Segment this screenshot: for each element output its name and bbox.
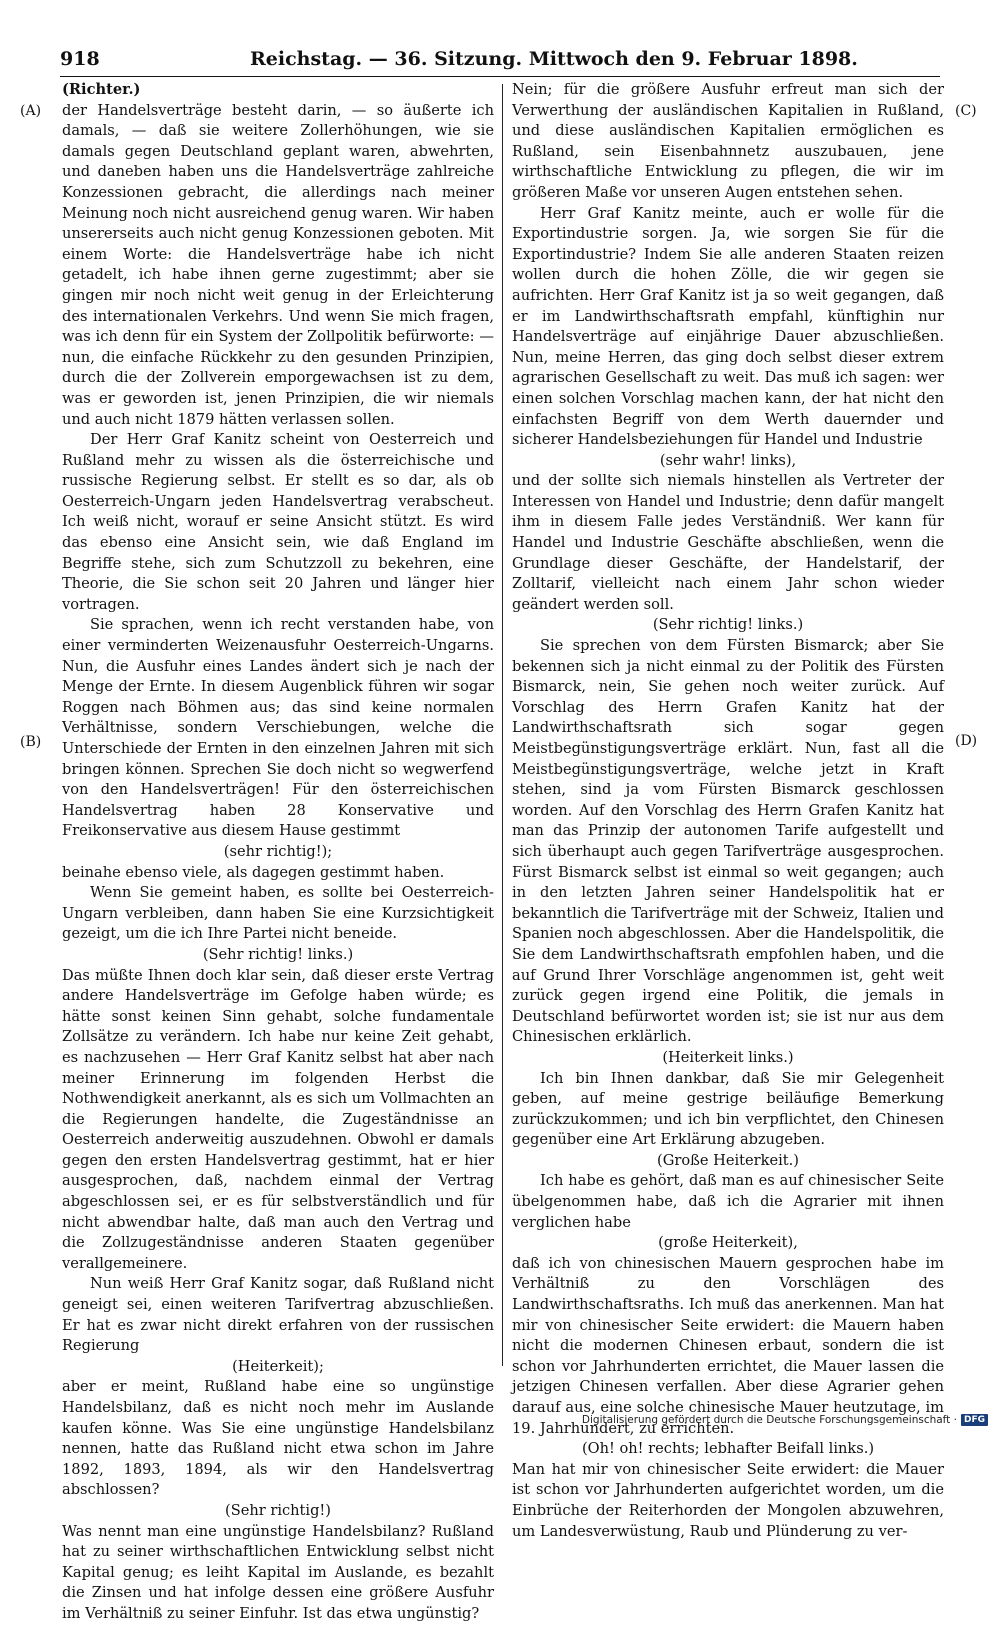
paragraph: Herr Graf Kanitz meinte, auch er wolle für die Exportindustrie sorgen. Ja, wie sorgen Sie für die Exportindustrie? Indem Sie alle anderen Staaten reizen wollen durch die hohen Zölle, die wir gegen sie aufrichten. Herr Graf Kanitz ist ja so weit gegangen, daß er im Landwirthschaftsrath empfahl, künftighin nur Handelsverträge auf einjährige Dauer abzuschließen. Nun, meine Herren, das ging doch selbst dieser extrem agrarischen Gesellschaft zu weit. Das muß ich sagen: wer einen solchen Vorschlag machen kann, der hat nicht den einfachsten Begriff von dem Werth dauernder und sicherer Handelsbeziehungen für Handel und Industrie bbox=[512, 204, 944, 449]
paragraph: Nein; für die größere Ausfuhr erfreut man sich der Verwerthung der ausländischen Kapitalien in Rußland, und diese ausländischen Kapitalien ermöglichen es Rußland, sein Eisenbahnnetz auszubauen, jene wirthschaftliche Entwicklung zu pflegen, die wir im größeren Maße vor unseren Augen entstehen sehen. bbox=[512, 81, 944, 201]
margin-marker-d: (D) bbox=[955, 733, 978, 749]
paragraph: daß ich von chinesischen Mauern gesprochen habe im Verhältniß zu den Vorschlägen des Landwirthschaftsraths. Ich muß das anerkennen. Man hat mir von chinesischer Seite erwidert: die Mauern haben nicht die modernen Chinesen erbaut, sondern die ist schon vor Jahrhunderten errichtet, die Mauer lassen die jetzigen Chinesen verfallen. Aber diese Agrarier gehen darauf aus, eine solche chinesische Mauer heutzutage, im 19. Jahrhundert, zu errichten. bbox=[512, 1254, 944, 1437]
footer-credit-text: Digitalisierung gefördert durch die Deutsche Forschungsgemeinschaft · bbox=[581, 1414, 957, 1426]
margin-marker-b: (B) bbox=[20, 734, 42, 750]
interjection: (sehr wahr! links), bbox=[659, 451, 797, 469]
interjection: (Sehr richtig! links.) bbox=[202, 945, 354, 963]
paragraph: Nun weiß Herr Graf Kanitz sogar, daß Rußland nicht geneigt sei, einen weiteren Tarifvertrag abzuschließen. Er hat es zwar nicht direkt erfahren von der russischen Regierung bbox=[62, 1275, 494, 1355]
interjection: (Sehr richtig!) bbox=[225, 1501, 331, 1519]
page-number: 918 bbox=[60, 48, 100, 70]
paragraph: Man hat mir von chinesischer Seite erwidert: die Mauer ist schon vor Jahrhunderten aufgerichtet worden, um die Einbrüche der Reiterhorden der Mongolen abzuwehren, um Landesverwüstung, Raub und Plünderung zu ver- bbox=[512, 1460, 944, 1540]
footer-credit bbox=[582, 1413, 988, 1427]
paragraph: und der sollte sich niemals hinstellen als Vertreter der Interessen von Handel und Industrie; denn dafür mangelt ihm in diesem Falle jedes Verständniß. Wer kann für Handel und Industrie Geschäfte abschließen, wenn die Grundlage dieser Geschäfte, der Handelstarif, der Zolltarif, vielleicht nach einem Jahr schon wieder geändert werden soll. bbox=[512, 472, 944, 613]
paragraph: Sie sprachen, wenn ich recht verstanden habe, von einer verminderten Weizenausfuhr Oesterreich-Ungarns. Nun, die Ausfuhr eines Landes ändert sich je nach der Menge der Ernte. In diesem Augenblick führen wir sogar Roggen nach Böhmen aus; das sind keine normalen Verhältnisse, sondern Verschiebungen, welche die Unterschiede der Ernten in den einzelnen Jahren mit sich bringen können. Sprechen Sie doch nicht so wegwerfend von den Handelsverträgen! Für den österreichischen Handelsvertrag haben 28 Konservative und Freikonservative aus diesem Hause gestimmt bbox=[62, 616, 494, 840]
paragraph: Ich habe es gehört, daß man es auf chinesischer Seite übelgenommen habe, daß ich die Agrarier mit ihnen verglichen habe bbox=[512, 1172, 944, 1231]
left-column bbox=[62, 80, 494, 1622]
paragraph: Sie sprechen von dem Fürsten Bismarck; aber Sie bekennen sich ja nicht einmal zu der Politik des Fürsten Bismarck, nein, Sie gehen noch weiter zurück. Auf Vorschlag des Herrn Grafen Kanitz hat der Landwirthschaftsrath sich sogar gegen Meistbegünstigungsverträge erklärt. Nun, fast all die Meistbegünstigungsverträge, welche jetzt in Kraft stehen, sind ja vom Fürsten Bismarck geschlossen worden. Auf den Vorschlag des Herrn Grafen Kanitz hat man das Prinzip der autonomen Tarife aufgestellt und sich überhaupt auch gegen Tarifverträge ausgesprochen. Fürst Bismarck selbst ist einmal so weit gegangen; auch in den letzten Jahren seiner Handelspolitik hat er bekanntlich die Tarifverträge mit der Schweiz, Italien und Spanien noch abgeschlossen. Aber die Handelspolitik, die Sie dem Landwirthschaftsrath empfohlen haben, und die auf Grund Ihrer Vorschläge angenommen ist, geht weit zurück gegen irgend eine Politik, die jemals in Deutschland befürwortet worden ist; sie ist nur aus dem Chinesischen erklärlich. bbox=[512, 637, 944, 1046]
speaker-label: (Richter.) bbox=[62, 81, 141, 98]
paragraph: Ich bin Ihnen dankbar, daß Sie mir Gelegenheit geben, auf meine gestrige beiläufige Bemerkung zurückzukommen; und ich bin verpflichtet, den Chinesen gegenüber eine Art Erklärung abzugeben. bbox=[512, 1069, 944, 1149]
paragraph: der Handelsverträge besteht darin, — so äußerte ich damals, — daß sie weitere Zollerhöhungen, wie sie damals gegen Deutschland geplant waren, abwehrten, und daneben haben uns die Handelsverträge zahlreiche Konzessionen gebracht, die allerdings nach meiner Meinung noch nicht ausreichend genug waren. Wir haben unsererseits auch nicht genug Konzessionen geboten. Mit einem Worte: die Handelsverträge habe ich nicht getadelt, ich habe ihnen gerne zugestimmt; aber sie gingen mir noch nicht weit genug in der Erleichterung des internationalen Verkehrs. Und wenn Sie mich fragen, was ich denn für ein System der Zollpolitik befürworte: — nun, die einfache Rückkehr zu den gesunden Prinzipien, durch die der Zollverein emporgewachsen ist zu dem, was er geworden ist, jenen Prinzipien, die wir niemals und auch nicht 1879 hätten verlassen sollen. bbox=[62, 101, 494, 428]
interjection: (große Heiterkeit), bbox=[658, 1234, 798, 1252]
margin-marker-c: (C) bbox=[955, 103, 977, 119]
paragraph: Der Herr Graf Kanitz scheint von Oesterreich und Rußland mehr zu wissen als die österreichische und russische Regierung selbst. Er stellt es so dar, als ob Oesterreich-Ungarn jeden Handelsvertrag verabscheut. Ich weiß nicht, worauf er seine Ansicht stützt. Es wird das ebenso eine Ansicht sein, wie daß England im Begriffe stehe, sich zum Schutzzoll zu bekehren, eine Theorie, die Sie schon seit 20 Jahren und länger hier vortragen. bbox=[62, 431, 494, 613]
interjection: (Große Heiterkeit.) bbox=[657, 1151, 799, 1169]
interjection: (sehr richtig!); bbox=[223, 842, 333, 860]
margin-marker-a: (A) bbox=[20, 103, 42, 119]
paragraph: Das müßte Ihnen doch klar sein, daß dieser erste Vertrag andere Handelsverträge im Gefolge haben würde; es hätte sonst keinen Sinn gehabt, solche fundamentale Zollsätze zu verändern. Ich habe nur keine Zeit gehabt, es nachzusehen — Herr Graf Kanitz selbst hat aber nach meiner Erinnerung im folgenden Herbst die Nothwendigkeit anerkannt, als es sich um Vollmachten an die Regierungen handelte, die Zugeständnisse an Oesterreich anderweitig auszudehnen. Obwohl er damals gegen den ersten Handelsvertrag gestimmt, hat er hier ausgesprochen, daß, nachdem einmal der Vertrag abgeschlossen sei, er es für selbstverständlich und für nicht abwendbar halte, daß man auch den Vertrag und die Zollzugeständnisse anderen Staaten gegenüber verallgemeinere. bbox=[62, 966, 494, 1272]
column-divider bbox=[502, 84, 503, 1366]
page-header bbox=[60, 48, 940, 74]
paragraph: beinahe ebenso viele, als dagegen gestimmt haben. bbox=[62, 863, 445, 881]
paragraph: Was nennt man eine ungünstige Handelsbilanz? Rußland hat zu seiner wirthschaftlichen Entwicklung selbst nicht Kapital genug; es leiht Kapital im Auslande, es bezahlt die Zinsen und hat infolge dessen eine größere Ausfuhr im Verhältniß zu seiner Einfuhr. Ist das etwa ungünstig? bbox=[62, 1522, 494, 1622]
paragraph: Wenn Sie gemeint haben, es sollte bei Oesterreich-Ungarn verbleiben, dann haben Sie eine Kurzsichtigkeit gezeigt, um die ich Ihre Partei nicht beneide. bbox=[62, 884, 494, 943]
header-rule bbox=[60, 76, 940, 77]
interjection: (Heiterkeit); bbox=[232, 1357, 324, 1375]
dfg-logo: DFG bbox=[961, 1414, 988, 1426]
paragraph: aber er meint, Rußland habe eine so ungünstige Handelsbilanz, daß es nicht noch mehr im Auslande kaufen könne. Was Sie eine ungünstige Handelsbilanz nennen, hatte das Rußland nicht etwa schon im Jahre 1892, 1893, 1894, als wir den Handelsvertrag abschlossen? bbox=[62, 1378, 494, 1499]
interjection: (Sehr richtig! links.) bbox=[652, 616, 804, 634]
interjection: (Oh! oh! rechts; lebhafter Beifall links.) bbox=[581, 1440, 875, 1458]
interjection: (Heiterkeit links.) bbox=[662, 1048, 794, 1066]
running-title: Reichstag. — 36. Sitzung. Mittwoch den 9. Februar 1898. bbox=[250, 48, 858, 70]
